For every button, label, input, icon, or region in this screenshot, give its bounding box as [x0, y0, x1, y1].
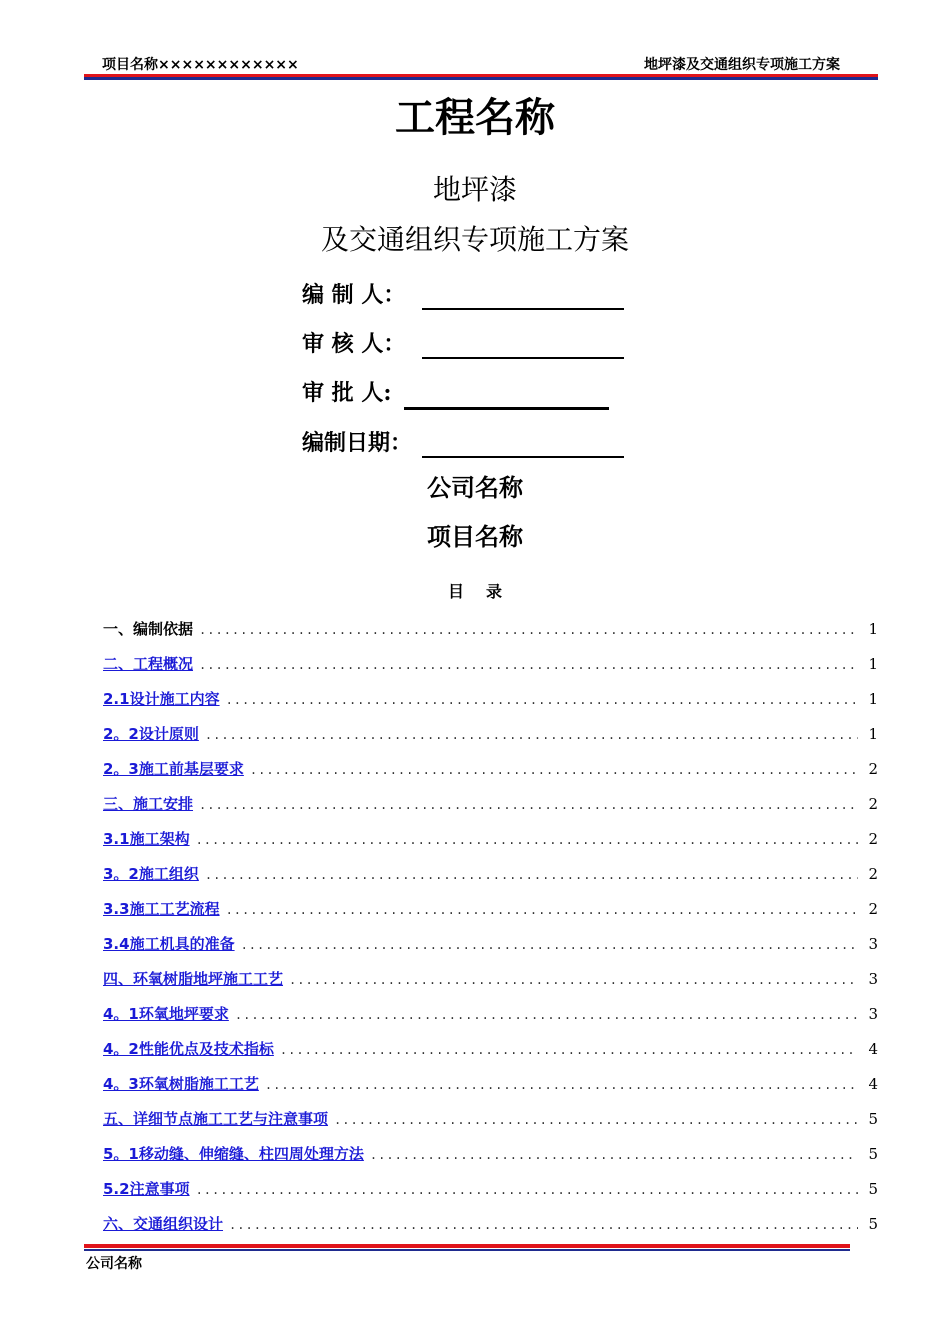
toc-entry-link[interactable]: 五、详细节点施工工艺与注意事项	[103, 1110, 329, 1128]
toc-entry-link[interactable]: 六、交通组织设计	[103, 1215, 224, 1233]
toc-entry[interactable]	[103, 1108, 878, 1143]
toc-entry-link[interactable]: 三、施工安排	[103, 795, 194, 813]
toc-page-number: 1	[868, 690, 878, 708]
toc-entry-link[interactable]: 4。3环氧树脂施工工艺	[103, 1075, 259, 1093]
toc-dot-leader	[196, 833, 858, 847]
subtitle-line-2: 及交通组织专项施工方案	[320, 223, 629, 256]
toc-dot-leader	[241, 938, 858, 952]
toc-dot-leader	[370, 1148, 858, 1162]
signature-label: 编 制 人：	[302, 282, 406, 308]
toc-entry[interactable]	[103, 863, 878, 898]
toc-page-number: 3	[868, 1005, 878, 1023]
toc-entry-link[interactable]: 二、工程概况	[103, 655, 194, 673]
toc-entry-link[interactable]: 四、环氧树脂地坪施工工艺	[103, 970, 284, 988]
header-project-name: 项目名称××××××××××××	[102, 57, 299, 73]
toc-entry[interactable]	[103, 1073, 878, 1108]
toc-entry[interactable]	[103, 898, 878, 933]
toc-page-number: 1	[868, 620, 878, 638]
toc-entry[interactable]	[103, 793, 878, 828]
signature-blank-line	[422, 456, 624, 458]
toc-entry-label: 一、编制依据	[103, 620, 194, 638]
toc-entry-link[interactable]: 2.1设计施工内容	[103, 690, 220, 708]
toc-page-number: 4	[868, 1075, 878, 1093]
toc-entry-link[interactable]: 4。1环氧地坪要求	[103, 1005, 229, 1023]
toc-entry[interactable]	[103, 653, 878, 688]
main-title: 工程名称	[395, 94, 555, 141]
toc-entry[interactable]	[103, 1178, 878, 1213]
signature-blank-line	[422, 357, 624, 359]
toc-page-number: 5	[868, 1110, 878, 1128]
toc-dot-leader	[334, 1113, 858, 1127]
toc-page-number: 1	[868, 725, 878, 743]
header-document-title: 地坪漆及交通组织专项施工方案	[644, 57, 840, 73]
toc-entry-link[interactable]: 2。3施工前基层要求	[103, 760, 244, 778]
toc-entry[interactable]	[103, 933, 878, 968]
toc-entry[interactable]	[103, 1213, 878, 1248]
toc-dot-leader	[280, 1043, 858, 1057]
toc-entry-link[interactable]: 3.1施工架构	[103, 830, 190, 848]
toc-entry[interactable]	[103, 758, 878, 793]
toc-entry-link[interactable]: 5.2注意事项	[103, 1180, 190, 1198]
toc-page-number: 5	[868, 1180, 878, 1198]
toc-dot-leader	[196, 1183, 858, 1197]
signature-label: 编制日期：	[302, 430, 413, 456]
toc-page-number: 1	[868, 655, 878, 673]
toc-entry	[103, 618, 878, 653]
company-name: 公司名称	[427, 474, 523, 502]
signature-blank-line	[422, 308, 624, 310]
toc-dot-leader	[235, 1008, 858, 1022]
toc-entry[interactable]	[103, 1038, 878, 1073]
toc-dot-leader	[199, 658, 858, 672]
signature-blank-line	[404, 407, 609, 410]
footer-rule-red	[84, 1244, 850, 1248]
toc-page-number: 2	[868, 760, 878, 778]
toc-entry[interactable]	[103, 723, 878, 758]
toc-page-number: 2	[868, 865, 878, 883]
header-rule-blue	[84, 77, 878, 80]
toc-dot-leader	[199, 798, 858, 812]
toc-page-number: 5	[868, 1215, 878, 1233]
toc-page-number: 2	[868, 900, 878, 918]
toc-page-number: 3	[868, 935, 878, 953]
toc-dot-leader	[226, 903, 858, 917]
toc-page-number: 2	[868, 830, 878, 848]
footer-rule-blue	[84, 1249, 850, 1251]
toc-entry[interactable]	[103, 1003, 878, 1038]
toc-entry[interactable]	[103, 828, 878, 863]
project-name: 项目名称	[427, 523, 523, 551]
table-of-contents	[103, 618, 878, 1248]
toc-entry-link[interactable]: 2。2设计原则	[103, 725, 199, 743]
toc-page-number: 3	[868, 970, 878, 988]
toc-entry-link[interactable]: 4。2性能优点及技术指标	[103, 1040, 274, 1058]
toc-dot-leader	[199, 623, 858, 637]
toc-entry-link[interactable]: 3.4施工机具的准备	[103, 935, 235, 953]
toc-entry[interactable]	[103, 968, 878, 1003]
toc-dot-leader	[289, 973, 858, 987]
toc-dot-leader	[205, 868, 858, 882]
toc-dot-leader	[250, 763, 858, 777]
toc-dot-leader	[226, 693, 858, 707]
toc-entry-link[interactable]: 3.3施工工艺流程	[103, 900, 220, 918]
toc-dot-leader	[229, 1218, 858, 1232]
toc-page-number: 2	[868, 795, 878, 813]
toc-dot-leader	[205, 728, 858, 742]
toc-dot-leader	[265, 1078, 858, 1092]
toc-page-number: 5	[868, 1145, 878, 1163]
toc-entry-link[interactable]: 5。1移动缝、伸缩缝、柱四周处理方法	[103, 1145, 364, 1163]
toc-entry-link[interactable]: 3。2施工组织	[103, 865, 199, 883]
subtitle-line-1: 地坪漆	[432, 173, 517, 206]
toc-entry[interactable]	[103, 688, 878, 723]
signature-label: 审 核 人：	[302, 331, 406, 357]
toc-page-number: 4	[868, 1040, 878, 1058]
signature-label: 审 批 人:	[302, 380, 392, 406]
toc-title: 目录	[447, 582, 524, 601]
footer-company-name: 公司名称	[86, 1256, 142, 1272]
toc-entry[interactable]	[103, 1143, 878, 1178]
